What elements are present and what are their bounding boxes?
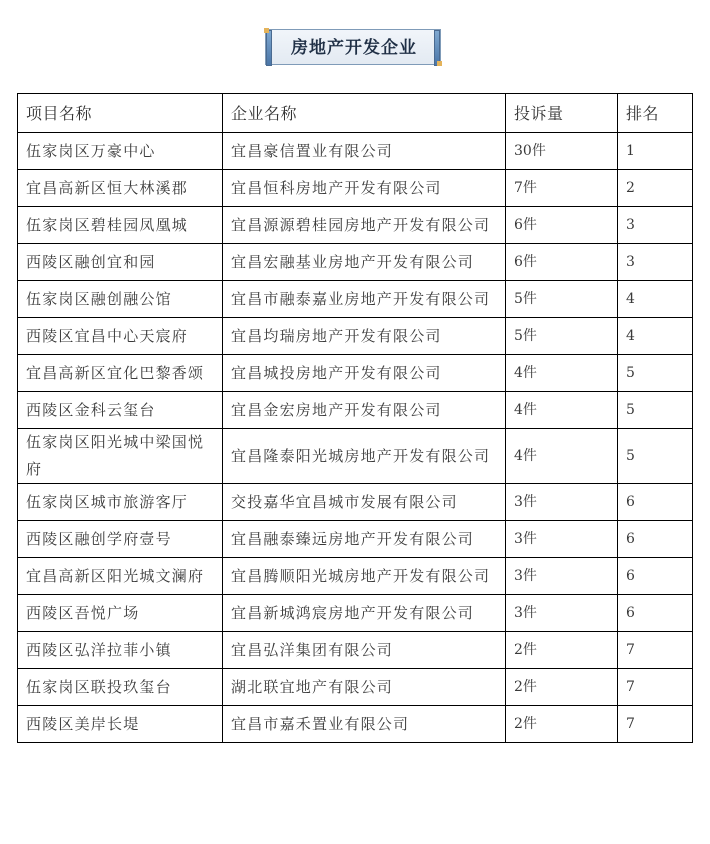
cell-rank: 2 bbox=[618, 170, 693, 207]
cell-project-name: 宜昌高新区宜化巴黎香颂 bbox=[18, 355, 223, 392]
header-complaints: 投诉量 bbox=[506, 94, 618, 133]
cell-rank: 6 bbox=[618, 484, 693, 521]
table-row bbox=[18, 632, 693, 669]
cell-complaints: 6件 bbox=[506, 207, 618, 244]
cell-company-name: 宜昌市融泰嘉业房地产开发有限公司 bbox=[223, 281, 506, 318]
cell-project-name: 伍家岗区联投玖玺台 bbox=[18, 669, 223, 706]
cell-complaints: 4件 bbox=[506, 392, 618, 429]
cell-rank: 5 bbox=[618, 355, 693, 392]
table-row bbox=[18, 318, 693, 355]
cell-company-name: 宜昌宏融基业房地产开发有限公司 bbox=[223, 244, 506, 281]
cell-company-name: 宜昌新城鸿宸房地产开发有限公司 bbox=[223, 595, 506, 632]
cell-rank: 5 bbox=[618, 429, 693, 484]
cell-company-name: 宜昌恒科房地产开发有限公司 bbox=[223, 170, 506, 207]
cell-complaints: 30件 bbox=[506, 133, 618, 170]
cell-project-name: 西陵区吾悦广场 bbox=[18, 595, 223, 632]
table-row bbox=[18, 484, 693, 521]
cell-complaints: 5件 bbox=[506, 318, 618, 355]
header-rank: 排名 bbox=[618, 94, 693, 133]
cell-rank: 3 bbox=[618, 207, 693, 244]
cell-company-name: 宜昌均瑞房地产开发有限公司 bbox=[223, 318, 506, 355]
header-project-name: 项目名称 bbox=[18, 94, 223, 133]
table-row bbox=[18, 207, 693, 244]
cell-project-name: 西陵区融创学府壹号 bbox=[18, 521, 223, 558]
cell-project-name: 伍家岗区城市旅游客厅 bbox=[18, 484, 223, 521]
table-row bbox=[18, 595, 693, 632]
cell-complaints: 3件 bbox=[506, 558, 618, 595]
cell-project-name: 宜昌高新区恒大林溪郡 bbox=[18, 170, 223, 207]
table-row bbox=[18, 244, 693, 281]
cell-project-name: 西陵区金科云玺台 bbox=[18, 392, 223, 429]
cell-rank: 4 bbox=[618, 318, 693, 355]
cell-project-name: 西陵区融创宜和园 bbox=[18, 244, 223, 281]
cell-complaints: 3件 bbox=[506, 595, 618, 632]
table-row bbox=[18, 669, 693, 706]
table-header-row bbox=[18, 94, 693, 133]
cell-rank: 7 bbox=[618, 669, 693, 706]
table-row bbox=[18, 170, 693, 207]
cell-project-name: 伍家岗区融创融公馆 bbox=[18, 281, 223, 318]
cell-project-name: 伍家岗区碧桂园凤凰城 bbox=[18, 207, 223, 244]
cell-company-name: 宜昌隆泰阳光城房地产开发有限公司 bbox=[223, 429, 506, 484]
table-row bbox=[18, 392, 693, 429]
cell-project-name: 西陵区宜昌中心天宸府 bbox=[18, 318, 223, 355]
cell-complaints: 4件 bbox=[506, 355, 618, 392]
cell-company-name: 宜昌腾顺阳光城房地产开发有限公司 bbox=[223, 558, 506, 595]
cell-company-name: 交投嘉华宜昌城市发展有限公司 bbox=[223, 484, 506, 521]
cell-project-name: 伍家岗区万豪中心 bbox=[18, 133, 223, 170]
title-frame bbox=[265, 29, 441, 65]
cell-company-name: 宜昌融泰臻远房地产开发有限公司 bbox=[223, 521, 506, 558]
cell-company-name: 宜昌豪信置业有限公司 bbox=[223, 133, 506, 170]
cell-rank: 4 bbox=[618, 281, 693, 318]
cell-project-name: 伍家岗区阳光城中梁国悦府 bbox=[18, 429, 223, 484]
cell-rank: 1 bbox=[618, 133, 693, 170]
cell-complaints: 2件 bbox=[506, 669, 618, 706]
table-row bbox=[18, 706, 693, 743]
cell-complaints: 2件 bbox=[506, 706, 618, 743]
cell-rank: 6 bbox=[618, 558, 693, 595]
table-row bbox=[18, 521, 693, 558]
table-row bbox=[18, 429, 693, 484]
cell-company-name: 湖北联宜地产有限公司 bbox=[223, 669, 506, 706]
cell-rank: 7 bbox=[618, 706, 693, 743]
cell-company-name: 宜昌源源碧桂园房地产开发有限公司 bbox=[223, 207, 506, 244]
cell-rank: 3 bbox=[618, 244, 693, 281]
header-company-name: 企业名称 bbox=[223, 94, 506, 133]
complaints-table bbox=[17, 93, 693, 743]
section-title-banner bbox=[265, 29, 443, 67]
cell-project-name: 西陵区弘洋拉菲小镇 bbox=[18, 632, 223, 669]
table-row bbox=[18, 558, 693, 595]
section-title: 房地产开发企业 bbox=[291, 38, 417, 58]
cell-company-name: 宜昌市嘉禾置业有限公司 bbox=[223, 706, 506, 743]
cell-rank: 5 bbox=[618, 392, 693, 429]
cell-complaints: 5件 bbox=[506, 281, 618, 318]
cell-rank: 6 bbox=[618, 521, 693, 558]
cell-company-name: 宜昌城投房地产开发有限公司 bbox=[223, 355, 506, 392]
cell-project-name: 西陵区美岸长堤 bbox=[18, 706, 223, 743]
table-row bbox=[18, 355, 693, 392]
cell-rank: 7 bbox=[618, 632, 693, 669]
cell-project-name: 宜昌高新区阳光城文澜府 bbox=[18, 558, 223, 595]
table-body bbox=[18, 133, 693, 743]
table-row bbox=[18, 133, 693, 170]
table-row bbox=[18, 281, 693, 318]
cell-company-name: 宜昌弘洋集团有限公司 bbox=[223, 632, 506, 669]
cell-complaints: 3件 bbox=[506, 484, 618, 521]
cell-complaints: 6件 bbox=[506, 244, 618, 281]
cell-company-name: 宜昌金宏房地产开发有限公司 bbox=[223, 392, 506, 429]
cell-complaints: 4件 bbox=[506, 429, 618, 484]
cell-complaints: 7件 bbox=[506, 170, 618, 207]
cell-complaints: 2件 bbox=[506, 632, 618, 669]
cell-complaints: 3件 bbox=[506, 521, 618, 558]
cell-rank: 6 bbox=[618, 595, 693, 632]
